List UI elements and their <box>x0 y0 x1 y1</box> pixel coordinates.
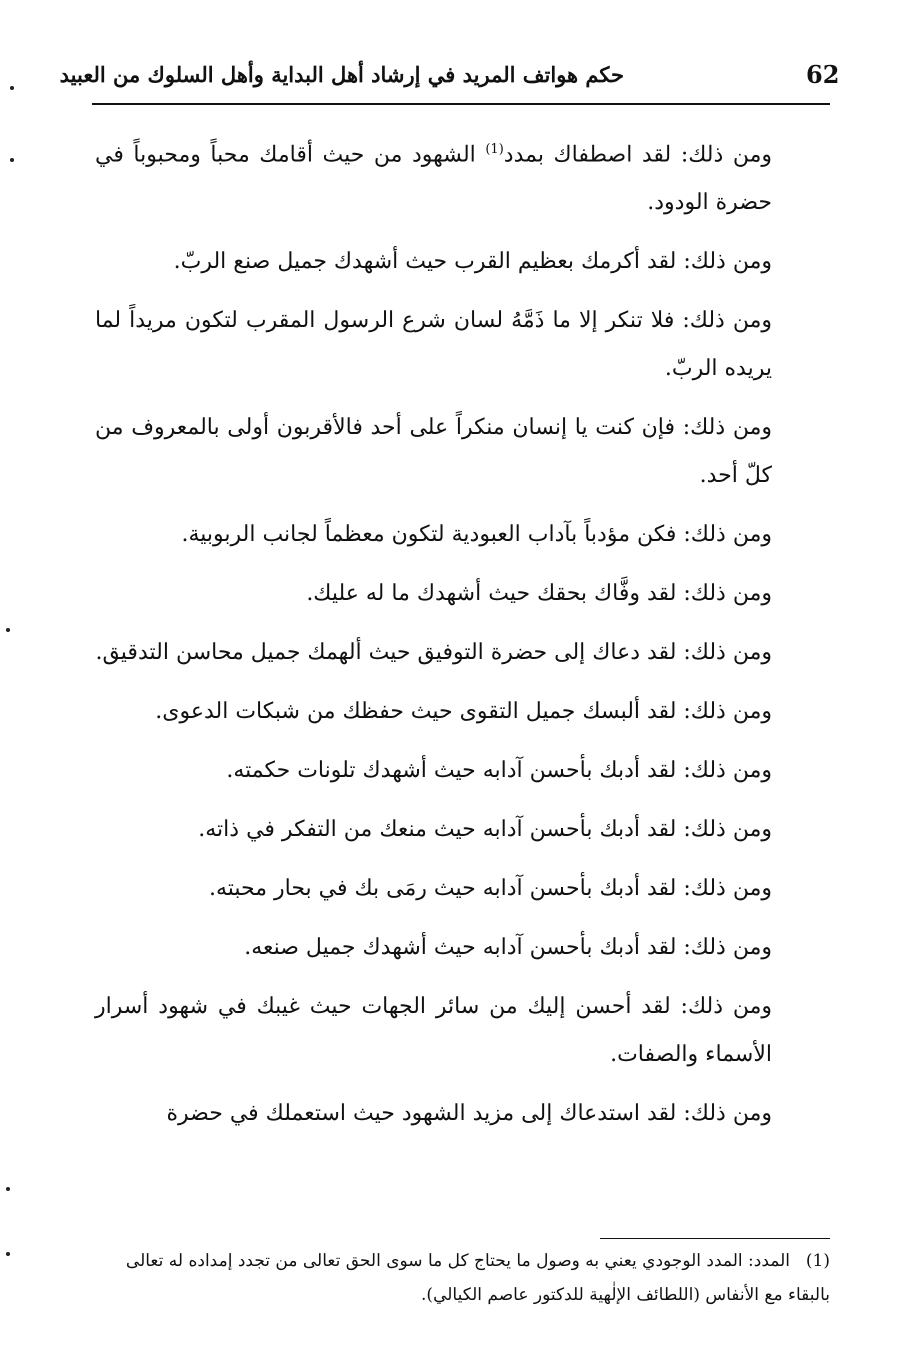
paragraph <box>95 747 830 795</box>
running-title: حكم هواتف المريد في إرشاد أهل البداية وأهل السلوك من العبيد <box>59 62 624 87</box>
header-rule <box>92 103 830 105</box>
paragraph <box>95 688 830 736</box>
footnote <box>95 1244 830 1312</box>
paragraph-text: لقد أدبك بأحسن آدابه حيث أشهدك جميل صنعه. <box>244 935 684 961</box>
paragraph-lead: ومن ذلك: <box>683 935 772 961</box>
paragraph <box>95 865 830 913</box>
paragraph <box>95 806 830 854</box>
paragraph-lead: ومن ذلك: <box>683 817 772 843</box>
paragraph-text: لقد أدبك بأحسن آدابه حيث أشهدك تلونات حكمته. <box>226 758 684 784</box>
margin-dot <box>6 1187 10 1191</box>
paragraph-text: لقد أحسن إليك من سائر الجهات حيث غيبك في شهود أسرار الأسماء والصفات. <box>95 994 772 1068</box>
margin-dot <box>6 628 10 632</box>
paragraph <box>95 1090 830 1138</box>
paragraph-text: لقد أدبك بأحسن آدابه حيث رمَى بك في بحار محبته. <box>208 876 684 902</box>
paragraph-lead: ومن ذلك: <box>683 758 772 784</box>
margin-dot <box>10 158 14 162</box>
paragraph <box>95 570 830 618</box>
paragraph-lead: ومن ذلك: <box>680 994 772 1020</box>
footnote-rule <box>600 1238 830 1239</box>
paragraph-text: فإن كنت يا إنسان منكراً على أحد فالأقربون أولى بالمعروف من كلّ أحد. <box>95 415 772 489</box>
footnote-text: المدد: المدد الوجودي يعني به وصول ما يحتاج كل ما سوى الحق تعالى من تجدد إمداده له تعالى بالبقاء مع الأنفاس (اللطائف الإلٰهية للدكتور عاصم الكيالي). <box>125 1251 830 1305</box>
paragraph-text: فكن مؤدباً بآداب العبودية لتكون معظماً لجانب الربوبية. <box>181 522 684 548</box>
paragraph-text: لقد دعاك إلى حضرة التوفيق حيث ألهمك جميل محاسن التدقيق. <box>95 640 684 666</box>
paragraph <box>95 983 830 1079</box>
footnote-marker: (1) <box>805 1251 830 1271</box>
page-number: 62 <box>806 60 840 89</box>
paragraph-lead: ومن ذلك: <box>683 699 772 725</box>
margin-dot <box>10 86 14 90</box>
paragraph-text: لقد وفَّاك بحقك حيث أشهدك ما له عليك. <box>306 581 684 607</box>
paragraph <box>95 629 830 677</box>
paragraph-lead: ومن ذلك: <box>680 142 772 168</box>
paragraph-text: لقد أكرمك بعظيم القرب حيث أشهدك جميل صنع الربّ. <box>173 249 684 275</box>
margin-dot <box>6 1252 10 1256</box>
paragraph <box>95 404 830 500</box>
paragraph <box>95 511 830 559</box>
paragraph-text: لقد ألبسك جميل التقوى حيث حفظك من شبكات الدعوى. <box>155 699 684 725</box>
paragraph-lead: ومن ذلك: <box>683 581 772 607</box>
paragraph <box>95 238 830 286</box>
paragraph <box>95 126 830 227</box>
paragraph-lead: ومن ذلك: <box>683 522 772 548</box>
paragraph-lead: ومن ذلك: <box>683 876 772 902</box>
paragraph-lead: ومن ذلك: <box>683 640 772 666</box>
paragraph-lead: ومن ذلك: <box>682 415 772 441</box>
paragraph-lead: ومن ذلك: <box>683 249 772 275</box>
paragraph <box>95 297 830 393</box>
paragraph-text: لقد أدبك بأحسن آدابه حيث منعك من التفكر في ذاته. <box>198 817 684 843</box>
paragraph-text: الشهود من حيث أقامك محباً ومحبوباً في حضرة الودود. <box>95 142 772 216</box>
paragraph-text: فلا تنكر إلا ما ذَمَّهُ لسان شرع الرسول المقرب لتكون مريداً لما يريده الربّ. <box>95 308 772 382</box>
paragraph-lead: ومن ذلك: <box>683 1101 772 1127</box>
body-text <box>95 126 830 1149</box>
paragraph-text: لقد استدعاك إلى مزيد الشهود حيث استعملك في حضرة <box>166 1101 684 1127</box>
footnote-reference[interactable]: (1) <box>485 142 504 157</box>
paragraph-lead: ومن ذلك: <box>682 308 772 334</box>
paragraph <box>95 924 830 972</box>
paragraph-text: لقد اصطفاك بمدد <box>503 142 681 168</box>
